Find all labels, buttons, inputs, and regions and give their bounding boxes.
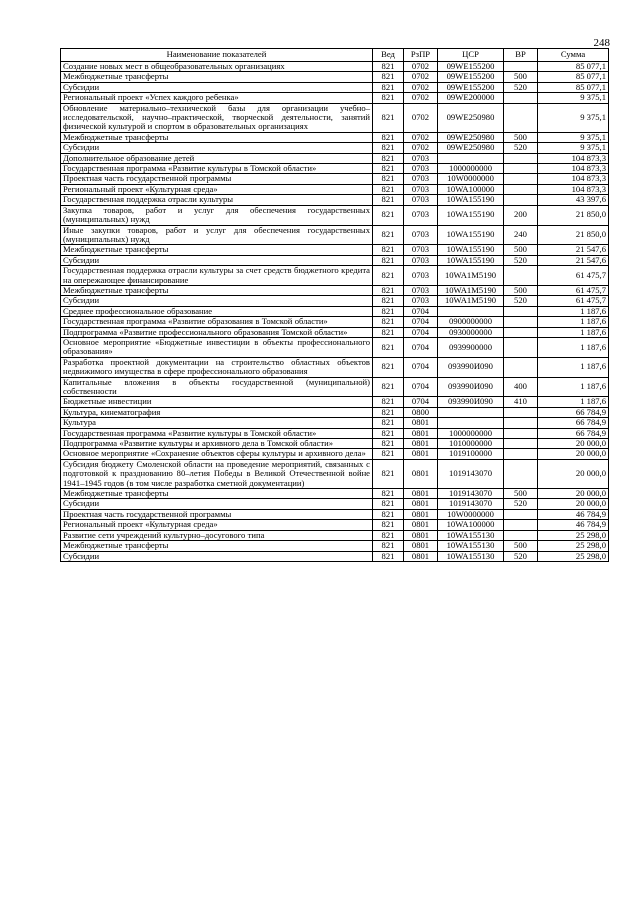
cell-csr: 10WA155130	[438, 551, 504, 561]
cell-name: Проектная часть государственной программы	[61, 174, 373, 184]
cell-rzpr: 0800	[404, 407, 438, 417]
cell-ved: 821	[373, 255, 404, 265]
cell-name: Проектная часть государственной программы	[61, 509, 373, 519]
cell-csr: 0939900000	[438, 337, 504, 357]
cell-rzpr: 0702	[404, 143, 438, 153]
cell-vr: 520	[504, 296, 538, 306]
cell-vr	[504, 103, 538, 132]
cell-ved: 821	[373, 174, 404, 184]
table-row	[61, 509, 609, 519]
cell-csr: 1019100000	[438, 449, 504, 459]
cell-name: Межбюджетные трансферты	[61, 541, 373, 551]
cell-csr	[438, 407, 504, 417]
table-row	[61, 499, 609, 509]
cell-rzpr: 0703	[404, 184, 438, 194]
cell-sum: 85 077,1	[538, 62, 609, 72]
cell-vr	[504, 164, 538, 174]
cell-name: Субсидии	[61, 296, 373, 306]
cell-name: Создание новых мест в общеобразовательных организациях	[61, 62, 373, 72]
cell-rzpr: 0703	[404, 153, 438, 163]
cell-sum: 46 784,9	[538, 509, 609, 519]
cell-sum: 43 397,6	[538, 195, 609, 205]
table-row	[61, 459, 609, 488]
cell-ved: 821	[373, 499, 404, 509]
cell-rzpr: 0703	[404, 195, 438, 205]
table-row	[61, 164, 609, 174]
cell-rzpr: 0704	[404, 306, 438, 316]
cell-rzpr: 0703	[404, 225, 438, 245]
cell-sum: 66 784,9	[538, 407, 609, 417]
cell-csr: 1000000000	[438, 428, 504, 438]
cell-name: Основное мероприятие «Сохранение объектов сферы культуры и архивного дела»	[61, 449, 373, 459]
cell-vr	[504, 184, 538, 194]
table-row	[61, 93, 609, 103]
cell-sum: 104 873,3	[538, 174, 609, 184]
cell-name: Региональный проект «Успех каждого ребенка»	[61, 93, 373, 103]
cell-ved: 821	[373, 153, 404, 163]
cell-ved: 821	[373, 184, 404, 194]
cell-ved: 821	[373, 530, 404, 540]
cell-rzpr: 0703	[404, 266, 438, 286]
cell-name: Обновление материально–технической базы для организации учебно–исследовательской, научно–практической, творческой деятельности, занятий физической культурой и спортом в образовательных организациях	[61, 103, 373, 132]
cell-vr	[504, 153, 538, 163]
cell-vr: 520	[504, 82, 538, 92]
cell-name: Подпрограмма «Развитие профессионального образования Томской области»	[61, 327, 373, 337]
cell-vr: 400	[504, 377, 538, 397]
cell-vr: 500	[504, 489, 538, 499]
cell-rzpr: 0702	[404, 82, 438, 92]
cell-name: Субсидии	[61, 551, 373, 561]
cell-sum: 9 375,1	[538, 143, 609, 153]
table-row	[61, 439, 609, 449]
cell-name: Бюджетные инвестиции	[61, 397, 373, 407]
cell-rzpr: 0703	[404, 296, 438, 306]
cell-sum: 20 000,0	[538, 459, 609, 488]
cell-rzpr: 0801	[404, 520, 438, 530]
cell-ved: 821	[373, 164, 404, 174]
cell-csr: 1019143070	[438, 459, 504, 488]
cell-rzpr: 0801	[404, 459, 438, 488]
cell-rzpr: 0702	[404, 62, 438, 72]
cell-rzpr: 0703	[404, 164, 438, 174]
cell-csr: 10WA155190	[438, 255, 504, 265]
cell-ved: 821	[373, 296, 404, 306]
cell-csr: 09WE250980	[438, 132, 504, 142]
cell-vr	[504, 317, 538, 327]
cell-ved: 821	[373, 397, 404, 407]
cell-name: Межбюджетные трансферты	[61, 132, 373, 142]
table-row	[61, 337, 609, 357]
cell-csr: 09WE250980	[438, 103, 504, 132]
cell-vr	[504, 520, 538, 530]
cell-name: Государственная поддержка отрасли культуры за счет средств бюджетного кредита на опережающее финансирование	[61, 266, 373, 286]
cell-name: Дополнительное образование детей	[61, 153, 373, 163]
cell-vr: 500	[504, 245, 538, 255]
cell-sum: 104 873,3	[538, 184, 609, 194]
cell-sum: 20 000,0	[538, 439, 609, 449]
cell-sum: 21 547,6	[538, 245, 609, 255]
table-row	[61, 266, 609, 286]
cell-ved: 821	[373, 266, 404, 286]
table-row	[61, 551, 609, 561]
cell-csr: 10WA155190	[438, 225, 504, 245]
cell-sum: 20 000,0	[538, 449, 609, 459]
cell-vr	[504, 459, 538, 488]
header-ved: Вед	[373, 49, 404, 62]
cell-vr: 500	[504, 72, 538, 82]
header-sum: Сумма	[538, 49, 609, 62]
cell-csr: 09WE200000	[438, 93, 504, 103]
cell-name: Межбюджетные трансферты	[61, 245, 373, 255]
header-csr: ЦСР	[438, 49, 504, 62]
cell-sum: 9 375,1	[538, 132, 609, 142]
cell-rzpr: 0801	[404, 428, 438, 438]
cell-ved: 821	[373, 62, 404, 72]
cell-rzpr: 0801	[404, 509, 438, 519]
cell-vr: 520	[504, 143, 538, 153]
cell-vr: 410	[504, 397, 538, 407]
cell-name: Среднее профессиональное образование	[61, 306, 373, 316]
cell-csr: 09WE155200	[438, 72, 504, 82]
cell-rzpr: 0801	[404, 551, 438, 561]
cell-rzpr: 0702	[404, 103, 438, 132]
cell-csr: 09WE155200	[438, 62, 504, 72]
cell-rzpr: 0703	[404, 285, 438, 295]
table-row	[61, 72, 609, 82]
cell-rzpr: 0703	[404, 255, 438, 265]
table-row	[61, 225, 609, 245]
cell-rzpr: 0801	[404, 418, 438, 428]
cell-name: Межбюджетные трансферты	[61, 285, 373, 295]
cell-vr: 520	[504, 499, 538, 509]
table-row	[61, 407, 609, 417]
cell-csr: 09WE250980	[438, 143, 504, 153]
table-row	[61, 489, 609, 499]
cell-name: Иные закупки товаров, работ и услуг для обеспечения государственных (муниципальных) нужд	[61, 225, 373, 245]
cell-ved: 821	[373, 337, 404, 357]
cell-ved: 821	[373, 407, 404, 417]
cell-sum: 66 784,9	[538, 428, 609, 438]
cell-sum: 25 298,0	[538, 541, 609, 551]
table-row	[61, 132, 609, 142]
cell-csr: 10WA155130	[438, 541, 504, 551]
table-row	[61, 377, 609, 397]
table-row	[61, 327, 609, 337]
cell-vr	[504, 418, 538, 428]
cell-csr: 1019143070	[438, 489, 504, 499]
cell-ved: 821	[373, 225, 404, 245]
cell-name: Региональный проект «Культурная среда»	[61, 520, 373, 530]
cell-ved: 821	[373, 327, 404, 337]
cell-sum: 25 298,0	[538, 530, 609, 540]
cell-ved: 821	[373, 306, 404, 316]
cell-sum: 61 475,7	[538, 285, 609, 295]
cell-sum: 85 077,1	[538, 82, 609, 92]
cell-ved: 821	[373, 509, 404, 519]
cell-ved: 821	[373, 93, 404, 103]
cell-csr	[438, 306, 504, 316]
cell-csr: 09WE155200	[438, 82, 504, 92]
table-row	[61, 541, 609, 551]
cell-vr	[504, 509, 538, 519]
cell-ved: 821	[373, 132, 404, 142]
cell-csr: 1019143070	[438, 499, 504, 509]
cell-name: Государственная программа «Развитие культуры в Томской области»	[61, 428, 373, 438]
cell-vr	[504, 195, 538, 205]
cell-sum: 20 000,0	[538, 489, 609, 499]
cell-csr: 10WA1M5190	[438, 266, 504, 286]
cell-sum: 66 784,9	[538, 418, 609, 428]
cell-vr	[504, 327, 538, 337]
cell-rzpr: 0801	[404, 439, 438, 449]
cell-sum: 1 187,6	[538, 337, 609, 357]
cell-vr	[504, 337, 538, 357]
table-row	[61, 317, 609, 327]
cell-ved: 821	[373, 541, 404, 551]
cell-ved: 821	[373, 439, 404, 449]
cell-sum: 61 475,7	[538, 266, 609, 286]
table-row	[61, 428, 609, 438]
cell-rzpr: 0801	[404, 449, 438, 459]
cell-vr	[504, 357, 538, 377]
cell-name: Капитальные вложения в объекты государственной (муниципальной) собственности	[61, 377, 373, 397]
cell-csr: 093990И090	[438, 357, 504, 377]
cell-vr: 500	[504, 132, 538, 142]
cell-vr: 200	[504, 205, 538, 225]
table-row	[61, 306, 609, 316]
table-row	[61, 184, 609, 194]
cell-csr: 10W0000000	[438, 509, 504, 519]
cell-ved: 821	[373, 103, 404, 132]
cell-sum: 21 850,0	[538, 225, 609, 245]
cell-csr: 10WA100000	[438, 184, 504, 194]
cell-rzpr: 0703	[404, 245, 438, 255]
table-row	[61, 82, 609, 92]
cell-vr: 240	[504, 225, 538, 245]
cell-sum: 1 187,6	[538, 317, 609, 327]
table-row	[61, 255, 609, 265]
table-row	[61, 285, 609, 295]
cell-vr	[504, 428, 538, 438]
cell-ved: 821	[373, 245, 404, 255]
cell-name: Государственная программа «Развитие образования в Томской области»	[61, 317, 373, 327]
cell-sum: 9 375,1	[538, 93, 609, 103]
cell-rzpr: 0702	[404, 72, 438, 82]
cell-csr: 10WA155190	[438, 245, 504, 255]
cell-ved: 821	[373, 459, 404, 488]
cell-name: Государственная программа «Развитие культуры в Томской области»	[61, 164, 373, 174]
cell-vr	[504, 266, 538, 286]
cell-sum: 1 187,6	[538, 306, 609, 316]
cell-csr: 10WA1M5190	[438, 285, 504, 295]
table-row	[61, 62, 609, 72]
cell-rzpr: 0704	[404, 337, 438, 357]
table-row	[61, 153, 609, 163]
cell-sum: 1 187,6	[538, 357, 609, 377]
cell-rzpr: 0703	[404, 205, 438, 225]
cell-csr: 10WA1M5190	[438, 296, 504, 306]
cell-ved: 821	[373, 357, 404, 377]
cell-vr: 500	[504, 285, 538, 295]
header-name: Наименование показателей	[61, 49, 373, 62]
table-row	[61, 530, 609, 540]
cell-ved: 821	[373, 205, 404, 225]
cell-name: Культура	[61, 418, 373, 428]
cell-rzpr: 0801	[404, 499, 438, 509]
cell-name: Разработка проектной документации на строительство областных объектов недвижимого имущества в сфере профессионального образования	[61, 357, 373, 377]
cell-ved: 821	[373, 449, 404, 459]
cell-name: Межбюджетные трансферты	[61, 489, 373, 499]
cell-ved: 821	[373, 143, 404, 153]
cell-sum: 104 873,3	[538, 164, 609, 174]
cell-name: Субсидии	[61, 143, 373, 153]
cell-csr	[438, 153, 504, 163]
cell-rzpr: 0801	[404, 541, 438, 551]
cell-ved: 821	[373, 520, 404, 530]
table-row	[61, 205, 609, 225]
cell-csr: 10WA100000	[438, 520, 504, 530]
cell-vr	[504, 407, 538, 417]
header-vr: ВР	[504, 49, 538, 62]
cell-sum: 21 547,6	[538, 255, 609, 265]
table-row	[61, 397, 609, 407]
cell-name: Межбюджетные трансферты	[61, 72, 373, 82]
cell-rzpr: 0801	[404, 489, 438, 499]
table-row	[61, 103, 609, 132]
cell-sum: 20 000,0	[538, 499, 609, 509]
cell-sum: 104 873,3	[538, 153, 609, 163]
cell-csr: 093990И090	[438, 377, 504, 397]
cell-name: Развитие сети учреждений культурно–досугового типа	[61, 530, 373, 540]
cell-vr	[504, 449, 538, 459]
cell-ved: 821	[373, 428, 404, 438]
cell-name: Субсидии	[61, 82, 373, 92]
cell-rzpr: 0703	[404, 174, 438, 184]
cell-ved: 821	[373, 285, 404, 295]
cell-sum: 1 187,6	[538, 397, 609, 407]
table-row	[61, 143, 609, 153]
cell-csr: 1000000000	[438, 164, 504, 174]
cell-csr: 093990И090	[438, 397, 504, 407]
cell-csr: 0930000000	[438, 327, 504, 337]
table-row	[61, 296, 609, 306]
cell-rzpr: 0704	[404, 317, 438, 327]
cell-vr: 500	[504, 541, 538, 551]
cell-ved: 821	[373, 377, 404, 397]
cell-rzpr: 0702	[404, 132, 438, 142]
table-row	[61, 449, 609, 459]
budget-table	[60, 48, 609, 562]
cell-sum: 85 077,1	[538, 72, 609, 82]
cell-csr: 10WA155130	[438, 530, 504, 540]
cell-name: Государственная поддержка отрасли культуры	[61, 195, 373, 205]
cell-ved: 821	[373, 72, 404, 82]
table-row	[61, 174, 609, 184]
cell-ved: 821	[373, 317, 404, 327]
cell-vr	[504, 306, 538, 316]
table-row	[61, 195, 609, 205]
cell-vr	[504, 530, 538, 540]
cell-vr: 520	[504, 255, 538, 265]
table-row	[61, 418, 609, 428]
cell-csr: 1010000000	[438, 439, 504, 449]
cell-rzpr: 0704	[404, 357, 438, 377]
table-row	[61, 357, 609, 377]
cell-rzpr: 0702	[404, 93, 438, 103]
cell-sum: 1 187,6	[538, 377, 609, 397]
cell-vr	[504, 93, 538, 103]
cell-ved: 821	[373, 489, 404, 499]
cell-ved: 821	[373, 195, 404, 205]
cell-sum: 21 850,0	[538, 205, 609, 225]
cell-vr	[504, 439, 538, 449]
cell-name: Субсидии	[61, 255, 373, 265]
cell-sum: 9 375,1	[538, 103, 609, 132]
cell-vr: 520	[504, 551, 538, 561]
cell-csr: 10WA155190	[438, 195, 504, 205]
cell-sum: 46 784,9	[538, 520, 609, 530]
table-row	[61, 520, 609, 530]
cell-csr	[438, 418, 504, 428]
cell-name: Основное мероприятие «Бюджетные инвестиции в объекты профессионального образования»	[61, 337, 373, 357]
page-number: 248	[593, 37, 610, 49]
cell-name: Подпрограмма «Развитие культуры и архивного дела в Томской области»	[61, 439, 373, 449]
cell-ved: 821	[373, 418, 404, 428]
cell-sum: 61 475,7	[538, 296, 609, 306]
cell-rzpr: 0704	[404, 377, 438, 397]
cell-rzpr: 0801	[404, 530, 438, 540]
cell-csr: 0900000000	[438, 317, 504, 327]
cell-name: Закупка товаров, работ и услуг для обеспечения государственных (муниципальных) нужд	[61, 205, 373, 225]
header-rzpr: РзПР	[404, 49, 438, 62]
cell-sum: 1 187,6	[538, 327, 609, 337]
cell-rzpr: 0704	[404, 397, 438, 407]
cell-name: Субсидия бюджету Смоленской области на проведение мероприятий, связанных с подготовкой к празднованию 80–летия Победы в Великой Отечественной войне 1941–1945 годов (в том числе разработка сметной документации)	[61, 459, 373, 488]
cell-rzpr: 0704	[404, 327, 438, 337]
cell-csr: 10W0000000	[438, 174, 504, 184]
table-row	[61, 245, 609, 255]
table-header-row	[61, 49, 609, 62]
cell-ved: 821	[373, 551, 404, 561]
cell-sum: 25 298,0	[538, 551, 609, 561]
cell-vr	[504, 174, 538, 184]
cell-ved: 821	[373, 82, 404, 92]
cell-name: Субсидии	[61, 499, 373, 509]
cell-name: Культура, кинематография	[61, 407, 373, 417]
cell-csr: 10WA155190	[438, 205, 504, 225]
cell-vr	[504, 62, 538, 72]
cell-name: Региональный проект «Культурная среда»	[61, 184, 373, 194]
